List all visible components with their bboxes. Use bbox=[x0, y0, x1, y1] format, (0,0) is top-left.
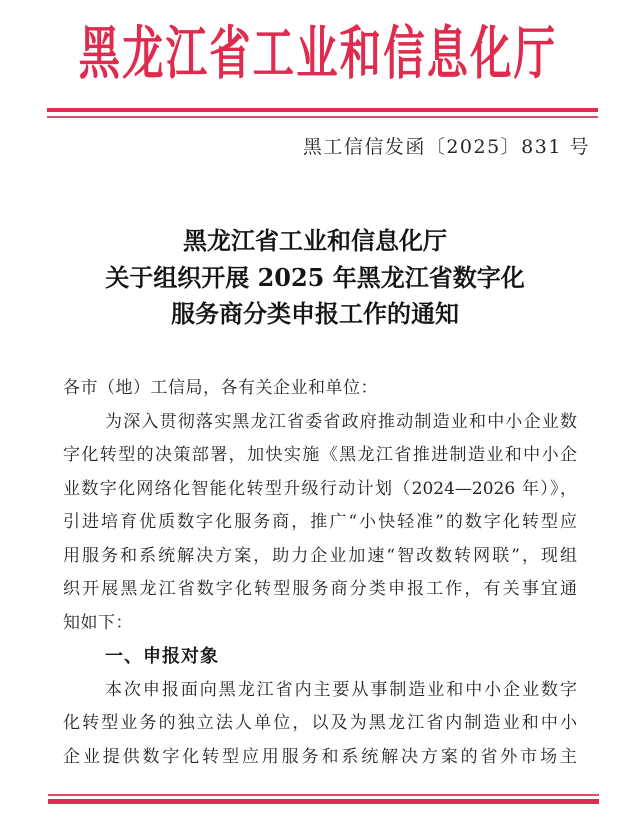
salutation-line: 各市（地）工信局，各有关企业和单位： bbox=[63, 378, 378, 398]
body-line: 用服务和系统解决方案，助力企业加速“智改数转网联”，现组 bbox=[63, 545, 577, 566]
document-title-line: 关于组织开展 2025 年黑龙江省数字化 bbox=[105, 262, 525, 292]
document-title-line: 服务商分类申报工作的通知 bbox=[171, 299, 459, 328]
body-line: 本次申报面向黑龙江省内主要从事制造业和中小企业数字 bbox=[105, 679, 577, 700]
body-line: 为深入贯彻落实黑龙江省委省政府推动制造业和中小企业数 bbox=[105, 411, 577, 432]
body-line: 字化转型的决策部署，加快实施《黑龙江省推进制造业和中小企 bbox=[63, 445, 577, 465]
letterhead-rule-thick bbox=[47, 108, 598, 112]
body-line: 业数字化网络化智能化转型升级行动计划（2024—2026 年）》， bbox=[63, 478, 577, 499]
body-line: 化转型业务的独立法人单位，以及为黑龙江省内制造业和中小 bbox=[63, 713, 577, 733]
footer-rule-thin bbox=[48, 794, 599, 796]
letterhead-rule-thin bbox=[47, 116, 598, 118]
footer-rule-thick bbox=[48, 799, 599, 804]
body-line: 知如下： bbox=[63, 612, 133, 633]
body-line: 企业提供数字化转型应用服务和系统解决方案的省外市场主 bbox=[63, 746, 577, 767]
document-body bbox=[63, 372, 577, 774]
section-heading: 一、申报对象 bbox=[105, 646, 219, 667]
document-title-line: 黑龙江省工业和信息化厅 bbox=[183, 226, 447, 255]
document-reference-number: 黑工信信发函〔2025〕831 号 bbox=[302, 136, 590, 158]
body-line: 织开展黑龙江省数字化转型服务商分类申报工作，有关事宜通 bbox=[63, 579, 577, 599]
document-title bbox=[0, 223, 630, 333]
body-line: 引进培育优质数字化服务商，推广“小快轻准”的数字化转型应 bbox=[63, 512, 577, 532]
agency-letterhead: 黑龙江省工业和信息化厅 bbox=[78, 18, 558, 87]
